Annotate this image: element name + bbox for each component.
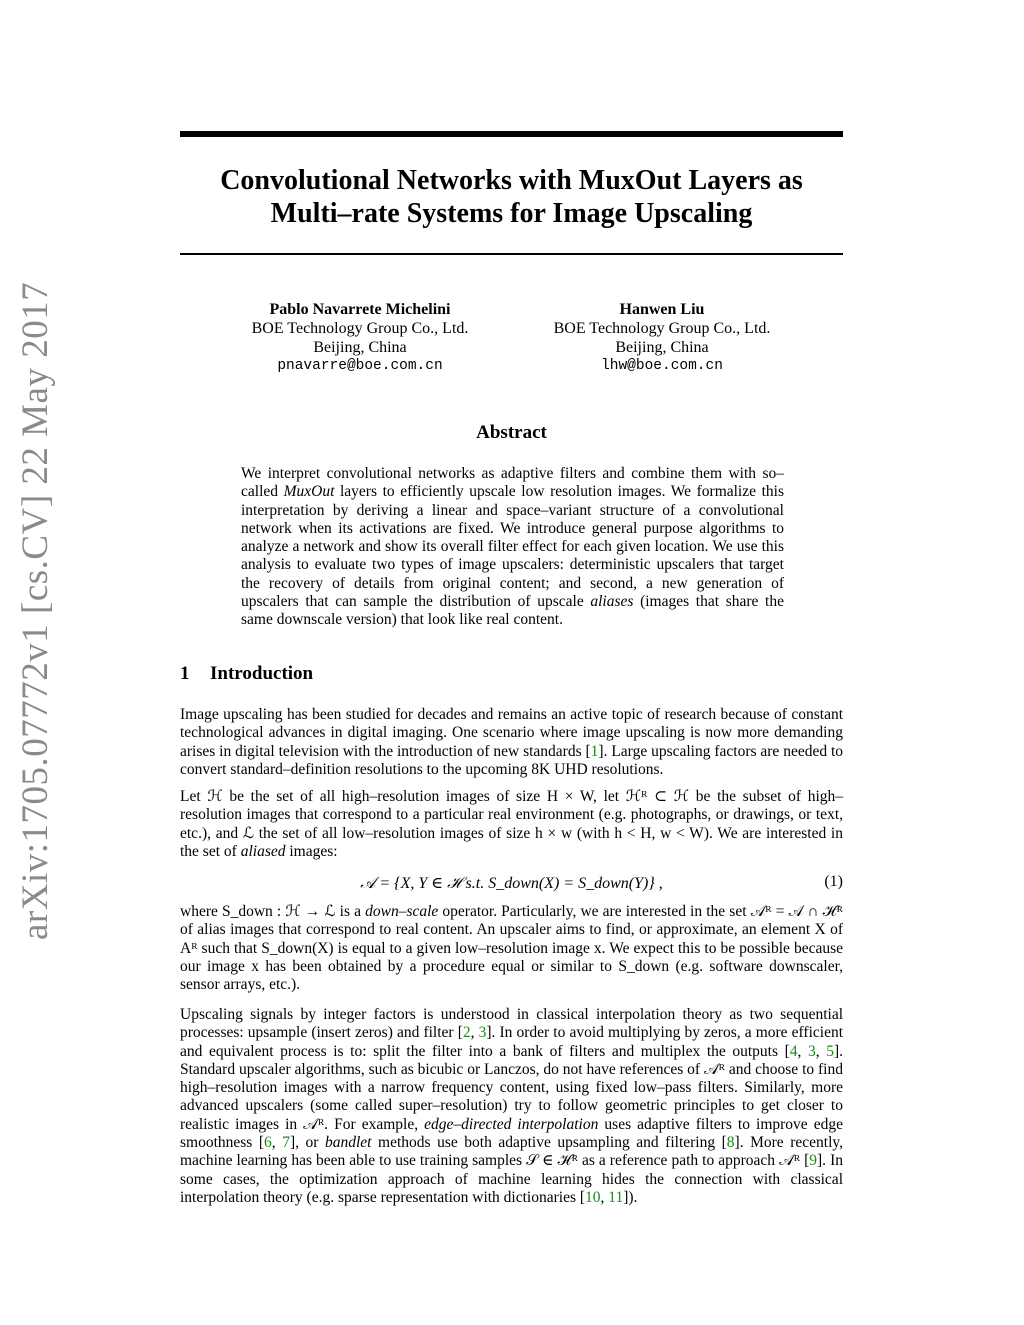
citation-link[interactable]: 10 — [585, 1188, 601, 1206]
citation-separator: , — [271, 1134, 283, 1152]
author-affiliation: BOE Technology Group Co., Ltd. — [251, 320, 469, 337]
title-top-rule — [180, 131, 843, 137]
paragraph-text: methods use both adaptive upsampling and filtering [ — [371, 1134, 727, 1152]
abstract-emphasis: MuxOut — [283, 483, 335, 501]
citation-link[interactable]: 1 — [590, 742, 599, 760]
paragraph-text: uses adaptive filters to improve edge smoothness [ — [180, 1115, 843, 1152]
paragraph-emphasis: bandlet — [324, 1134, 372, 1152]
abstract-heading: Abstract — [476, 422, 547, 443]
paragraph-text: Image upscaling has been studied for decades and remains an active topic of research because of constant technological advances in digital imaging. One scenario where image upscaling is now more demanding arises in digital television with the introduction of new standards [ — [180, 706, 843, 760]
citation-link[interactable]: 5 — [826, 1042, 834, 1060]
paragraph-text: ]). — [623, 1188, 638, 1206]
section-heading-introduction — [180, 663, 313, 685]
citation-separator: , — [600, 1188, 609, 1206]
author-location: Beijing, China — [615, 339, 709, 356]
paragraph-2 — [180, 788, 843, 861]
arxiv-side-stamp: arXiv:1705.07772v1 [cs.CV] 22 May 2017 — [15, 281, 56, 940]
citation-separator: , — [797, 1042, 808, 1060]
author-block-1 — [210, 300, 510, 376]
equation-number: (1) — [824, 873, 843, 890]
paragraph-text: ]. In some cases, the optimization approach of machine learning hides the connection with classical interpolation theory (e.g. sparse representation with dictionaries [ — [180, 1152, 843, 1206]
paragraph-text: where S_down : ℋ → ℒ is a — [180, 903, 366, 920]
paragraph-text: ], or — [289, 1134, 325, 1152]
section-number: 1 — [180, 663, 190, 684]
author-affiliation: BOE Technology Group Co., Ltd. — [553, 320, 771, 337]
paragraph-emphasis: down–scale — [365, 903, 439, 920]
paragraph-3 — [180, 903, 843, 994]
title-line-1: Convolutional Networks with MuxOut Layers as — [220, 165, 803, 196]
section-title: Introduction — [210, 663, 314, 684]
paragraph-text: ]. Standard upscaler algorithms, such as bicubic or Lanczos, do not have references of 𝒜ᴿ and choose to find high–resolution images with a narrow frequency content, using fixed low–pass filters. Similarly, more advanced upscalers (some called super–resolution) try to follow geometric principles to get closer to realistic images in 𝒜ᴿ. For example, — [180, 1042, 844, 1133]
equation-body: 𝒜 = {X, Y ∈ ℋ s.t. S_down(X) = S_down(Y)} , — [360, 875, 663, 892]
paragraph-emphasis: aliased — [240, 842, 286, 860]
paragraph-emphasis: edge–directed interpolation — [424, 1115, 599, 1133]
author-block-2 — [512, 300, 812, 376]
citation-link[interactable]: 4 — [789, 1042, 798, 1060]
citation-link[interactable]: 3 — [808, 1042, 816, 1060]
abstract-text: layers to efficiently upscale low resolution images. We formalize this interpretation by deriving a linear and space–variant structure of a convolutional network when its activations are fixed. We introduce general purpose algorithms to analyze a network and show its overall filter effect for each given location. We use this analysis to evaluate two types of image upscalers: deterministic upscalers that target the recovery of details from original content; and second, a new generation of upscalers that can sample the distribution of upscale — [241, 483, 784, 611]
paragraph-text: ]. More recently, machine learning has been able to use training samples 𝒮 ∈ ℋᴿ as a reference path to approach 𝒜ᴿ [ — [180, 1134, 844, 1170]
equation-1 — [180, 873, 843, 895]
author-email[interactable]: lhw@boe.com.cn — [601, 358, 723, 374]
paragraph-text: ]. In order to avoid multiplying by zeros, a more efficient and equivalent process is to: split the filter into a bank of filters and multiplex the outputs [ — [180, 1024, 844, 1060]
abstract-text: We interpret convolutional networks as adaptive filters and combine them with so–called — [241, 465, 784, 501]
paragraph-4 — [180, 1006, 843, 1207]
paragraph-text: ]. Large upscaling factors are needed to convert standard–definition resolutions to the upcoming 8K UHD resolutions. — [180, 742, 844, 778]
citation-separator: , — [815, 1042, 827, 1060]
citation-link[interactable]: 2 — [462, 1024, 471, 1042]
paragraph-text: operator. Particularly, we are interested in the set 𝒜ᴿ = 𝒜 ∩ ℋᴿ of alias images that correspond to real content. An upscaler aims to find, or approximate, an element X of Aᴿ such that S_down(X) is equal to a given low–resolution image x. We expect this to be possible because our image x has been obtained by a procedure equal or similar to S_down (e.g. software downscaler, sensor arrays, etc.). — [180, 903, 844, 994]
author-name: Hanwen Liu — [619, 301, 705, 318]
abstract-body — [241, 465, 784, 630]
citation-separator: , — [470, 1024, 479, 1042]
citation-link[interactable]: 6 — [264, 1134, 272, 1152]
author-location: Beijing, China — [313, 339, 407, 356]
abstract-text: (images that share the same downscale version) that look like real content. — [241, 593, 784, 629]
paper-title — [180, 164, 843, 230]
citation-link[interactable]: 7 — [282, 1134, 290, 1152]
citation-link[interactable]: 9 — [809, 1152, 818, 1170]
abstract-emphasis: aliases — [590, 593, 634, 611]
citation-link[interactable]: 3 — [478, 1024, 487, 1042]
paragraph-text: images: — [285, 842, 338, 860]
citation-link[interactable]: 8 — [726, 1134, 735, 1152]
title-bottom-rule — [180, 253, 843, 255]
paragraph-1 — [180, 706, 843, 779]
author-email[interactable]: pnavarre@boe.com.cn — [277, 358, 443, 374]
citation-link[interactable]: 11 — [608, 1188, 624, 1206]
author-name: Pablo Navarrete Michelini — [269, 301, 451, 318]
paragraph-text: Let ℋ be the set of all high–resolution images of size H × W, let ℋᴿ ⊂ ℋ be the subset of high–resolution images that correspond to a particular real environment (e.g. photographs, or drawings, or text, etc.), and ℒ the set of all low–resolution images of size h × w (with h < H, w < W). We are interested in the set of — [180, 788, 843, 860]
paragraph-text: Upscaling signals by integer factors is understood in classical interpolation theory as two sequential processes: upsample (insert zeros) and filter [ — [180, 1006, 843, 1042]
title-line-2: Multi–rate Systems for Image Upscaling — [270, 198, 753, 229]
